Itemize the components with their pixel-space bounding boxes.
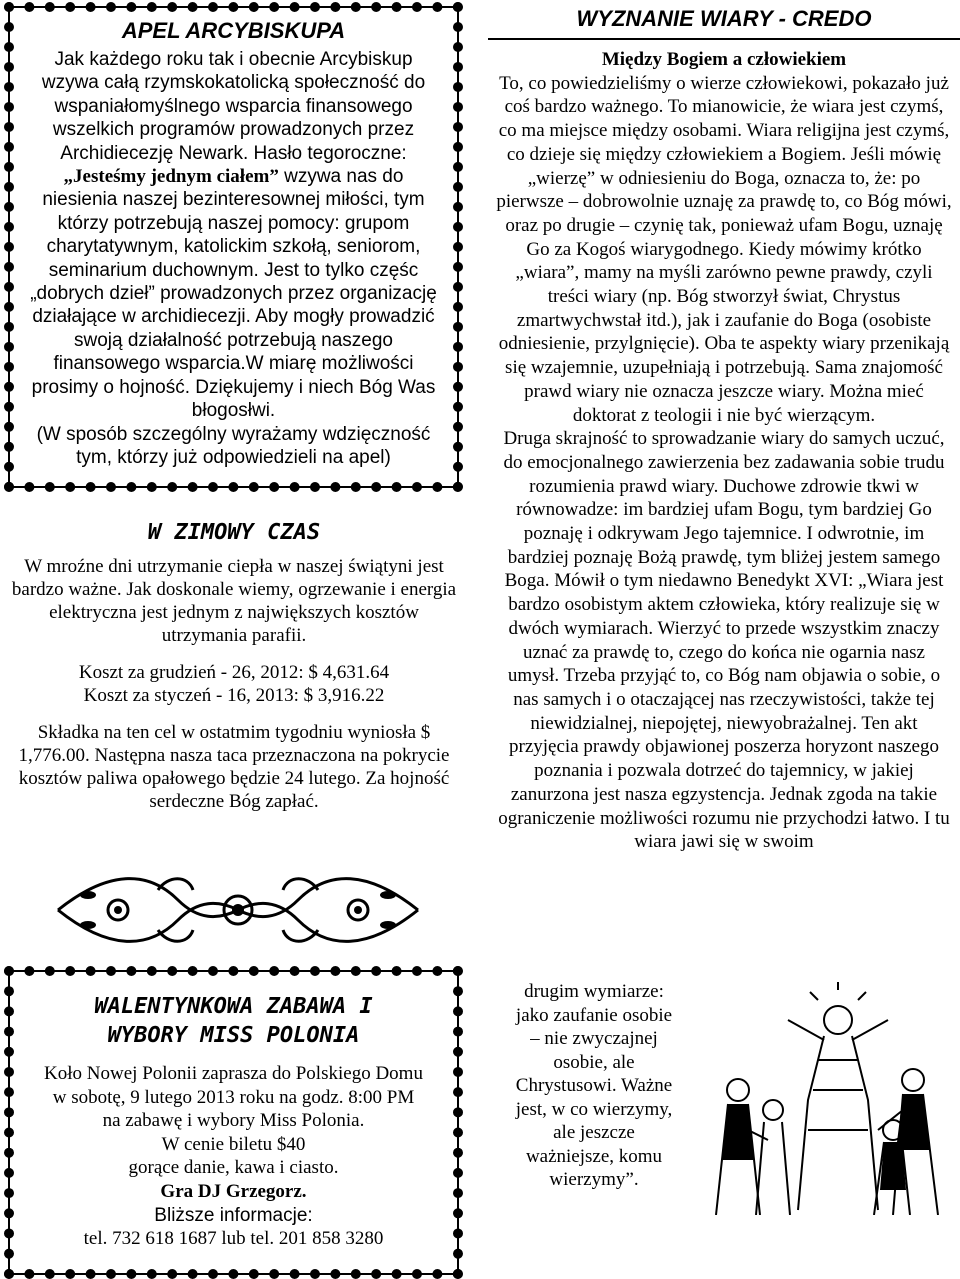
zimowy-paragraph-1: W mroźne dni utrzymanie ciepła w naszej świątyni jest bardzo ważne. Jak doskonale wiemy, ogrzewanie i energia elektryczna jest jednym z największych kosztów utrzymania parafii.	[11, 556, 457, 646]
christ-with-disciples-illustration-icon	[698, 980, 954, 1215]
credo-body	[488, 48, 960, 854]
credo-tail-line: Chrystusowi. Ważne	[515, 1075, 673, 1096]
walentynki-title-line-2: WYBORY MISS POLONIA	[107, 1023, 360, 1048]
credo-subtitle: Między Bogiem a człowiekiem	[601, 49, 847, 70]
walentynki-box	[4, 966, 463, 1279]
credo-tail-line: ale jeszcze	[553, 1122, 635, 1143]
walentynki-line-7: Bliższe informacje:	[154, 1204, 313, 1226]
credo-tail	[488, 980, 700, 1192]
credo-tail-line: wierzymy”.	[549, 1169, 639, 1190]
apel-paragraph-1	[24, 48, 443, 423]
apel-box	[4, 2, 463, 492]
apel-text-1: Jak każdego roku tak i obecnie Arcybiskup wzywa całą rzymskokatolicką społeczność do wspaniałomyślnego wsparcia finansowego wszelkich programów prowadzonych przez Archidiecezję Newark. Hasło tegoroczne:	[41, 49, 426, 164]
zimowy-title: W ZIMOWY CZAS	[147, 520, 321, 545]
credo-paragraph-2: Druga skrajność to sprowadzanie wiary do samych uczuć, do emocjonalnego zawierzenia bez zadawania sobie trudu rozumienia prawd wiary. Duchowe zdrowie tkwi w równowadze: im bardziej ufam Bogu, tym bardziej Go poznaję i odkrywam Jego tajemnice. I odwrotnie, im bardziej poznaję Bożą prawdę, tym bliżej jestem samego Boga. Mówił o tym niedawno Benedykt XVI: „Wiara jest bardzo osobistym aktem człowieka, który realizuje się w dwóch wymiarach. Wierzyć to przede wszystkim znaczy uznać za prawdę to, czego do końca nie ogarnia nasz umysł. Trzeba przyjąć to, co Bóg nam objawia o sobie, o nas samych i o otaczającej nas rzeczywistości, także tej niewidzialnej, niepojętej, niewyobrażalnej. Ten akt przyjęcia prawdy objawionej poszerza horyzont naszego poznania i pozwala dotrzeć do tajemnicy, w jakiej zanurzona jest nasza egzystencja. Jednak zgoda na takie ograniczenie możliwości rozumu nie przychodzi łatwo. I tu wiara jawi się w swoim	[498, 428, 950, 853]
walentynki-line-4: W cenie biletu $40	[161, 1133, 306, 1155]
credo-paragraph-1: To, co powiedzieliśmy o wierze człowiekowi, pokazało już coś bardzo ważnego. To mianowicie, że wiara jest czymś, co ma miejsce między osobami. Wiara religijna jest czymś, co dzieje się między człowiekiem a Bogiem. Jeśli mówię „wierzę” w odniesieniu do Boga, oznacza to, że: po pierwsze – dobrowolnie uznaję za prawdę to, co Bóg mówi, oraz po drugie – czynię tak, ponieważ ufam Bogu, uznaję Go za Kogoś wiarygodnego. Kiedy mówimy krótko „wiara”, mamy na myśli zarówno pewne prawdy, czyli treści wiary (np. Bóg stworzył świat, Chrystus zmartwychwstał itd.), jak i zaufanie do Boga (osobiste odniesienie, przylgnięcie). Oba te aspekty wiary przenikają się wzajemnie, uzupełniają i potrzebują. Sama znajomość prawd wiary nie oznacza jeszcze wiary. Można mieć doktorat z teologii i nie być wierzącym.	[496, 72, 952, 426]
walentynki-phone: tel. 732 618 1687 lub tel. 201 858 3280	[83, 1228, 384, 1250]
apel-text-2: wzywa nas do niesienia naszej bezinteresownej miłości, tym którzy potrzebują naszej pomocy: grupom charytatywnym, katolickim szkołą, seniorom, seminarium duchownym. Jest to tylko częśc „dobrych dzieł” prowadzonych przez organizację działające w archidiecezji. Aby mogły prowadzić swoją działalność potrzebują naszego finansowego wsparcia.W miarę możliwości prosimy o hojność. Dziękujemy i niech Bóg Was błogosłwi.	[30, 166, 437, 422]
cost-december: Koszt za grudzień - 26, 2012: $ 4,631.64	[78, 662, 390, 683]
apel-motto: „Jesteśmy jednym ciałem”	[63, 166, 279, 188]
right-column	[488, 0, 960, 1279]
walentynki-line-5: gorące danie, kawa i ciasto.	[128, 1157, 339, 1179]
credo-title: WYZNANIE WIARY - CREDO	[488, 6, 960, 40]
left-column	[0, 0, 472, 1279]
walentynki-title	[24, 992, 443, 1050]
walentynki-line-2: w sobotę, 9 lutego 2013 roku na godz. 8:00 PM	[52, 1086, 415, 1108]
credo-tail-line: jest, w co wierzymy,	[515, 1098, 673, 1120]
credo-tail-line: drugim wymiarze:	[524, 981, 664, 1002]
apel-paragraph-2: (W sposób szczególny wyrażamy wdzięczność tym, którzy już odpowiedzieli na apel)	[36, 423, 431, 468]
credo-tail-line: jako zaufanie osobie	[515, 1004, 673, 1026]
cost-january: Koszt za styczeń - 16, 2013: $ 3,916.22	[83, 685, 385, 706]
walentynki-title-line-1: WALENTYNKOWA ZABAWA I	[94, 994, 373, 1019]
apel-title: APEL ARCYBISKUPA	[121, 18, 346, 43]
credo-tail-line: ważniejsze, komu	[525, 1145, 663, 1167]
credo-tail-line: osobie, ale	[553, 1051, 635, 1073]
walentynki-line-3: na zabawę i wybory Miss Polonia.	[102, 1110, 365, 1132]
credo-tail-line: – nie zwyczajnej	[530, 1028, 658, 1049]
zimowy-paragraph-2: Składka na ten cel w ostatmim tygodniu wyniosła $ 1,776.00. Następna nasza taca przeznaczona na pokrycie kosztów paliwa opałowego będzie 24 lutego. Za hojność serdeczne Bóg zapłać.	[18, 722, 450, 812]
walentynki-line-1: Koło Nowej Polonii zaprasza do Polskiego Domu	[44, 1063, 423, 1084]
ornament-divider-icon	[48, 860, 428, 960]
zimowy-section	[6, 520, 462, 813]
walentynki-line-6: Gra DJ Grzegorz.	[160, 1180, 307, 1202]
